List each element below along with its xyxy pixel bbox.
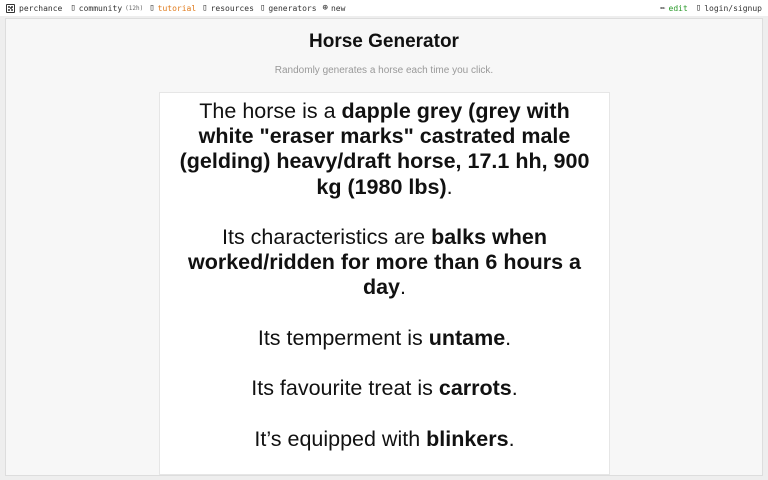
bookmark-icon: ▯ [202, 3, 208, 13]
horse-treat-value: carrots [438, 376, 512, 401]
horse-temperament-value: untame [428, 325, 506, 350]
plus-circle-icon: ⊕ [322, 3, 328, 13]
top-nav-bar [0, 0, 768, 16]
horse-equipment-prefix: It’s equipped with [254, 426, 427, 451]
community-count: (12h) [125, 4, 144, 12]
generators-label: generators [268, 3, 317, 13]
brand-link[interactable] [6, 4, 62, 13]
horse-temperament-prefix: Its temperment is [257, 325, 429, 350]
horse-description-prefix: The horse is a [199, 99, 342, 123]
horse-treat-suffix: . [511, 376, 518, 401]
horse-description [170, 99, 599, 200]
community-label: community [78, 3, 123, 13]
horse-equipment-suffix: . [508, 426, 515, 451]
user-icon: ▯ [695, 3, 702, 13]
horse-temperament-suffix: . [505, 325, 512, 350]
horse-characteristics-suffix: . [400, 275, 407, 300]
book-icon: ▯ [149, 3, 155, 13]
horse-treat-prefix: Its favourite treat is [251, 376, 439, 401]
page-title: Horse Generator [309, 31, 459, 52]
community-link[interactable] [70, 3, 143, 13]
resources-label: resources [210, 3, 254, 13]
horse-characteristics-value: balks when worked/ridden for more than 6 hours a day [187, 225, 582, 300]
horse-description-suffix: . [446, 174, 453, 199]
nav-right [660, 3, 762, 13]
new-label: new [330, 3, 346, 13]
brand-label: perchance [19, 3, 63, 13]
edit-label: edit [668, 3, 688, 13]
page-subtitle: Randomly generates a horse each time you click. [274, 65, 494, 76]
resources-link[interactable] [202, 3, 254, 13]
new-link[interactable] [323, 3, 346, 13]
horse-equipment [170, 427, 599, 452]
horse-treat [170, 376, 599, 401]
tutorial-link[interactable] [149, 3, 196, 13]
generators-link[interactable] [260, 3, 317, 13]
generator-frame [5, 18, 763, 476]
horse-output-card[interactable] [159, 92, 610, 475]
tutorial-label: tutorial [157, 3, 197, 13]
login-label: login/signup [704, 3, 762, 13]
horse-characteristics-prefix: Its characteristics are [222, 225, 432, 249]
login-link[interactable] [696, 3, 762, 13]
list-icon: ▯ [259, 3, 266, 13]
edit-link[interactable] [660, 3, 688, 13]
horse-equipment-value: blinkers [426, 426, 509, 451]
nav-left [6, 3, 345, 13]
dice-icon [6, 4, 15, 13]
pencil-icon: ✏ [660, 3, 666, 13]
horse-characteristics [170, 225, 599, 301]
horse-description-value: dapple grey (grey with white "eraser marks" castrated male (gelding) heavy/draft horse, 17.1 hh, 900 kg (1980 lbs) [179, 99, 590, 199]
horse-temperament [170, 326, 599, 351]
chat-icon: ▯ [70, 3, 76, 13]
